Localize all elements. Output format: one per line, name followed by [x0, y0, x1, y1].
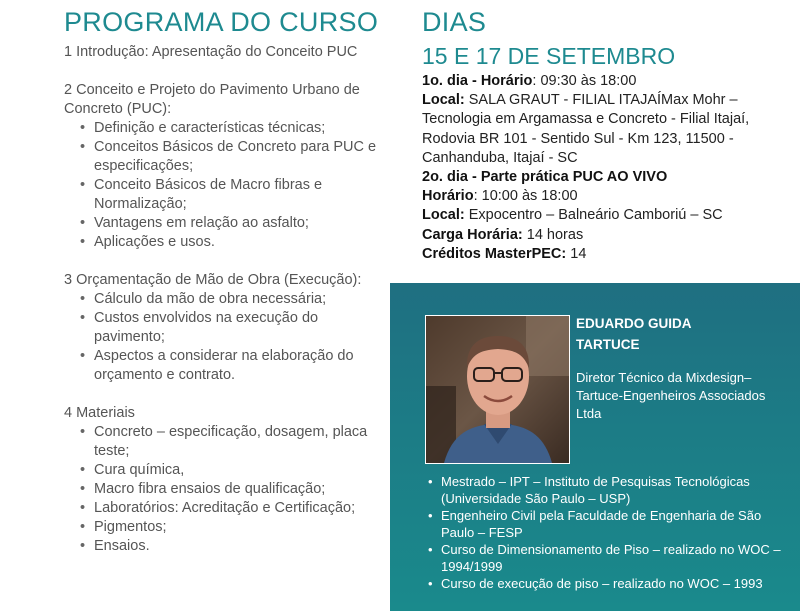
list-item: • Macro fibra ensaios de qualificação; — [94, 480, 389, 499]
list-item: • Custos envolvidos na execução do pavimento; — [94, 309, 389, 347]
creditos-label: Créditos MasterPEC: — [422, 245, 567, 262]
day1-location — [422, 91, 782, 168]
local-label: Local: — [422, 92, 465, 109]
section-3-list — [64, 290, 389, 385]
carga-value: 14 horas — [522, 226, 584, 243]
list-item: • Pigmentos; — [94, 518, 389, 537]
day1-time: : 09:30 às 18:00 — [532, 73, 637, 89]
list-item: • Laboratórios: Acreditação e Certificação; — [94, 499, 389, 518]
list-item: • Cálculo da mão de obra necessária; — [94, 290, 389, 309]
list-item: • Definição e características técnicas; — [94, 119, 389, 138]
creditos-value: 14 — [566, 245, 587, 262]
schedule-info — [422, 45, 782, 264]
instructor-credentials — [424, 473, 794, 592]
credential-item: • Curso de execução de piso – realizado no WOC – 1993 — [441, 575, 794, 592]
list-item: • Concreto – especificação, dosagem, placa teste; — [94, 423, 389, 461]
day2-local: Expocentro – Balneário Camboriú – SC — [464, 207, 723, 224]
list-item: • Conceito Básicos de Macro fibras e Normalização; — [94, 176, 389, 214]
section-3-heading: 3 Orçamentação de Mão de Obra (Execução): — [64, 272, 362, 288]
section-2-heading: 2 Conceito e Projeto do Pavimento Urbano de Concreto (PUC): — [64, 82, 360, 117]
list-item: • Aspectos a considerar na elaboração do orçamento e contrato. — [94, 347, 389, 385]
program-content — [64, 43, 389, 556]
list-item: • Vantagens em relação ao asfalto; — [94, 214, 389, 233]
program-title: PROGRAMA DO CURSO — [64, 7, 379, 37]
list-item: • Aplicações e usos. — [94, 233, 389, 252]
horario-label: Horário — [422, 188, 474, 205]
days-title: DIAS — [422, 7, 487, 37]
day2-label: 2o. dia - Parte prática PUC AO VIVO — [422, 169, 668, 186]
section-2-list — [64, 119, 389, 252]
list-item: • Ensaios. — [94, 537, 389, 556]
workload — [422, 226, 782, 245]
credential-item: • Mestrado – IPT – Instituto de Pesquisas Tecnológicas (Universidade São Paulo – USP) — [441, 473, 794, 507]
local-label: Local: — [422, 207, 465, 224]
list-item: • Cura química, — [94, 461, 389, 480]
course-dates: 15 E 17 DE SETEMBRO — [422, 43, 676, 69]
day1-label: 1o. dia - Horário — [422, 73, 533, 89]
instructor-name-line2: TARTUCE — [576, 337, 640, 352]
day2-title — [422, 168, 782, 187]
list-item: • Conceitos Básicos de Concreto para PUC e especificações; — [94, 138, 389, 176]
day2-time: : 10:00 às 18:00 — [473, 188, 578, 205]
carga-label: Carga Horária: — [422, 226, 523, 243]
section-4-heading: 4 Materiais — [64, 405, 135, 421]
section-4-list — [64, 423, 389, 556]
credential-item: • Engenheiro Civil pela Faculdade de Engenharia de São Paulo – FESP — [441, 507, 794, 541]
instructor-name-line1: EDUARDO GUIDA — [576, 316, 692, 331]
instructor-photo — [425, 315, 570, 464]
day1-local: SALA GRAUT - FILIAL ITAJAÍMax Mohr – Tecnologia em Argamassa e Concreto - Filial Itajaí, Rodovia BR 101 - Sentido Sul - Km 123, 11500 - Canhanduba, Itajaí - SC — [422, 92, 750, 166]
credits — [422, 245, 782, 264]
day2-location — [422, 206, 782, 225]
day2-schedule — [422, 187, 782, 206]
instructor-role: Diretor Técnico da Mixdesign–Tartuce-Engenheiros Associados Ltda — [576, 370, 766, 421]
credential-item: • Curso de Dimensionamento de Piso – realizado no WOC – 1994/1999 — [441, 541, 794, 575]
day1-schedule — [422, 72, 782, 91]
section-1-heading: 1 Introdução: Apresentação do Conceito PUC — [64, 44, 358, 60]
instructor-name — [576, 313, 776, 355]
